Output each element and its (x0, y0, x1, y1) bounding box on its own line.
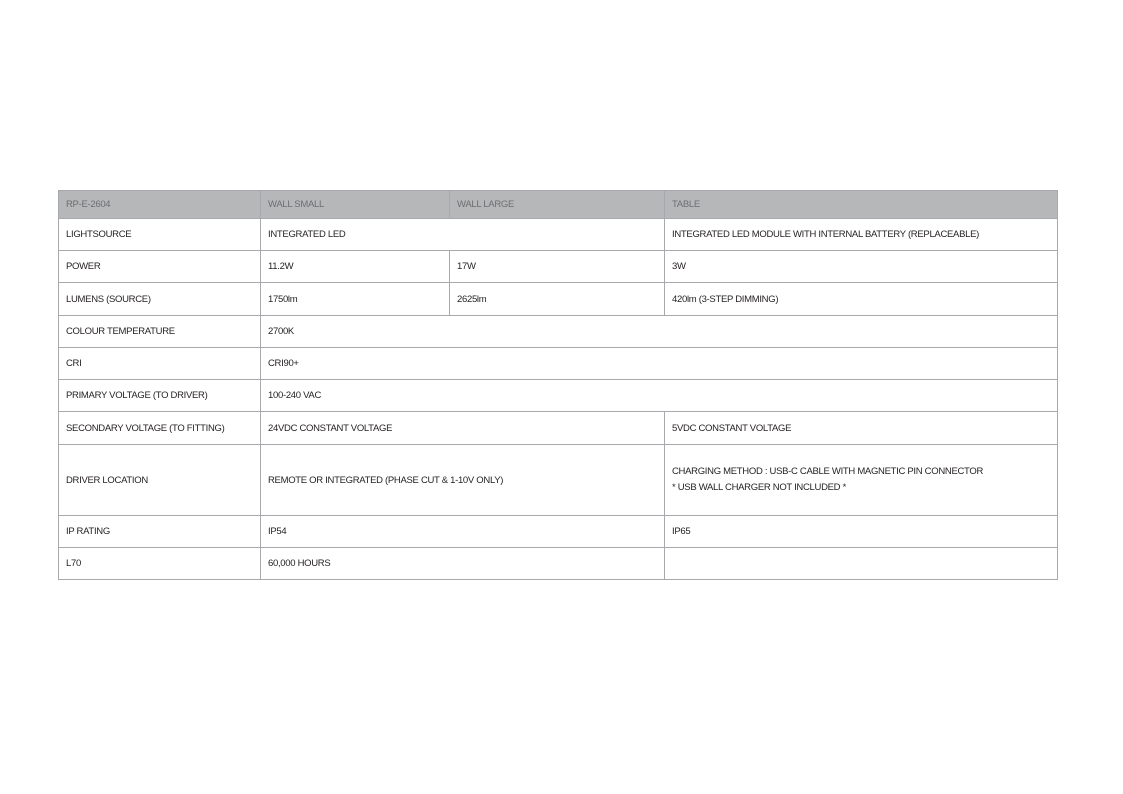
cell-all: 100-240 VAC (261, 380, 1058, 412)
charging-method-text: CHARGING METHOD : USB-C CABLE WITH MAGNETIC PIN CONNECTOR (672, 466, 984, 477)
cell-wall: INTEGRATED LED (261, 219, 665, 251)
row-label: CRI (59, 348, 261, 380)
row-label: L70 (59, 548, 261, 580)
charger-note-text: * USB WALL CHARGER NOT INCLUDED * (672, 482, 846, 493)
table-row-colour-temperature (59, 316, 1058, 348)
cell-wall-small: 11.2W (261, 251, 450, 283)
cell-all: CRI90+ (261, 348, 1058, 380)
cell-wall: 60,000 HOURS (261, 548, 665, 580)
header-wall-small: WALL SMALL (261, 191, 450, 219)
cell-table (665, 548, 1058, 580)
cell-all: 2700K (261, 316, 1058, 348)
table-row-cri (59, 348, 1058, 380)
cell-table: IP65 (665, 516, 1058, 548)
cell-wall: REMOTE OR INTEGRATED (PHASE CUT & 1-10V ONLY) (261, 445, 665, 516)
table-row-driver-location (59, 445, 1058, 516)
cell-table: 5VDC CONSTANT VOLTAGE (665, 412, 1058, 445)
row-label: LUMENS (SOURCE) (59, 283, 261, 316)
table-row-lumens (59, 283, 1058, 316)
cell-wall-large: 17W (450, 251, 665, 283)
table-row-secondary-voltage (59, 412, 1058, 445)
header-table: TABLE (665, 191, 1058, 219)
cell-wall: IP54 (261, 516, 665, 548)
table-row-ip-rating (59, 516, 1058, 548)
row-label: COLOUR TEMPERATURE (59, 316, 261, 348)
cell-table: 3W (665, 251, 1058, 283)
row-label: DRIVER LOCATION (59, 445, 261, 516)
row-label: SECONDARY VOLTAGE (TO FITTING) (59, 412, 261, 445)
cell-wall-small: 1750lm (261, 283, 450, 316)
row-label: PRIMARY VOLTAGE (TO DRIVER) (59, 380, 261, 412)
table-row-lightsource (59, 219, 1058, 251)
table-row-primary-voltage (59, 380, 1058, 412)
header-model: RP-E-2604 (59, 191, 261, 219)
row-label: IP RATING (59, 516, 261, 548)
table-header-row (59, 191, 1058, 219)
cell-wall: 24VDC CONSTANT VOLTAGE (261, 412, 665, 445)
cell-wall-large: 2625lm (450, 283, 665, 316)
spec-table (58, 190, 1058, 580)
cell-table: 420lm (3-STEP DIMMING) (665, 283, 1058, 316)
header-wall-large: WALL LARGE (450, 191, 665, 219)
table-row-l70 (59, 548, 1058, 580)
table-row-power (59, 251, 1058, 283)
row-label: LIGHTSOURCE (59, 219, 261, 251)
cell-table (665, 445, 1058, 516)
cell-table: INTEGRATED LED MODULE WITH INTERNAL BATTERY (REPLACEABLE) (665, 219, 1058, 251)
row-label: POWER (59, 251, 261, 283)
